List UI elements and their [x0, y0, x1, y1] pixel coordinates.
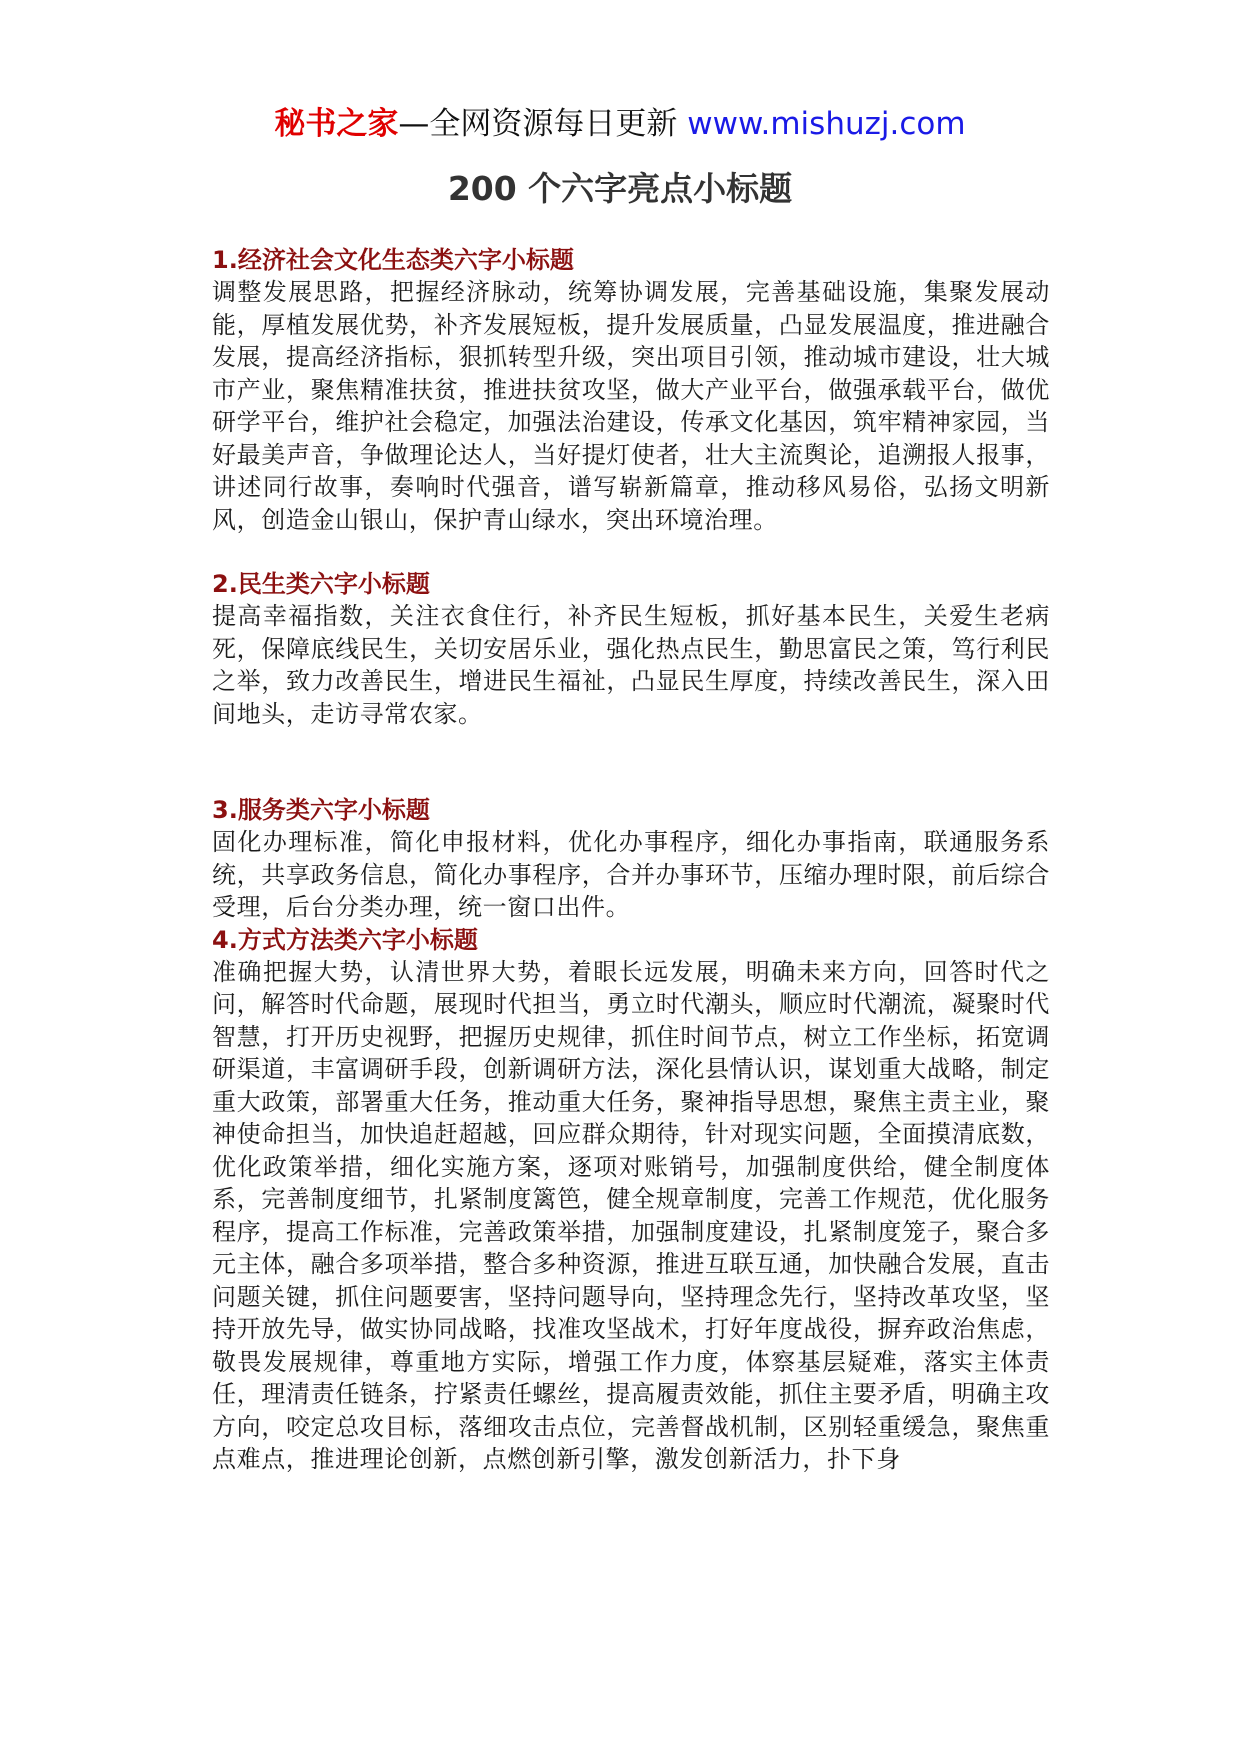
- brand-name: 秘书之家: [274, 106, 399, 142]
- document-content: [212, 244, 1050, 1476]
- section-body: 提高幸福指数，关注衣食住行，补齐民生短板，抓好基本民生，关爱生老病死，保障底线民生，关切安居乐业，强化热点民生，勤思富民之策，笃行利民之举，致力改善民生，增进民生福祉，凸显民生厚度，持续改善民生，深入田间地头，走访寻常农家。: [212, 602, 1050, 728]
- section-body: 调整发展思路，把握经济脉动，统筹协调发展，完善基础设施，集聚发展动能，厚植发展优势，补齐发展短板，提升发展质量，凸显发展温度，推进融合发展，提高经济指标，狠抓转型升级，突出项目引领，推动城市建设，壮大城市产业，聚焦精准扶贫，推进扶贫攻坚，做大产业平台，做强承载平台，做优研学平台，维护社会稳定，加强法治建设，传承文化基因，筑牢精神家园，当好最美声音，争做理论达人，当好提灯使者，壮大主流舆论，追溯报人报事，讲述同行故事，奏响时代强音，谱写崭新篇章，推动移风易俗，弘扬文明新风，创造金山银山，保护青山绿水，突出环境治理。: [212, 278, 1050, 534]
- section-livelihood: [212, 568, 1050, 730]
- section-economy: [212, 244, 1050, 536]
- section-methods: [212, 924, 1050, 1476]
- section-body: 准确把握大势，认清世界大势，着眼长远发展，明确未来方向，回答时代之问，解答时代命题，展现时代担当，勇立时代潮头，顺应时代潮流，凝聚时代智慧，打开历史视野，把握历史规律，抓住时间节点，树立工作坐标，拓宽调研渠道，丰富调研手段，创新调研方法，深化县情认识，谋划重大战略，制定重大政策，部署重大任务，推动重大任务，聚神指导思想，聚焦主责主业，聚神使命担当，加快追赶超越，回应群众期待，针对现实问题，全面摸清底数，优化政策举措，细化实施方案，逐项对账销号，加强制度供给，健全制度体系，完善制度细节，扎紧制度篱笆，健全规章制度，完善工作规范，优化服务程序，提高工作标准，完善政策举措，加强制度建设，扎紧制度笼子，聚合多元主体，融合多项举措，整合多种资源，推进互联互通，加快融合发展，直击问题关键，抓住问题要害，坚持问题导向，坚持理念先行，坚持改革攻坚，坚持开放先导，做实协同战略，找准攻坚战术，打好年度战役，摒弃政治焦虑，敬畏发展规律，尊重地方实际，增强工作力度，体察基层疑难，落实主体责任，理清责任链条，拧紧责任螺丝，提高履责效能，抓住主要矛盾，明确主攻方向，咬定总攻目标，落细攻击点位，完善督战机制，区别轻重缓急，聚焦重点难点，推进理论创新，点燃创新引擎，激发创新活力，扑下身: [212, 957, 1050, 1473]
- section-spacer: [212, 730, 1050, 794]
- section-spacer: [212, 536, 1050, 568]
- section-service: [212, 794, 1050, 924]
- section-heading: 3.服务类六字小标题: [212, 796, 430, 824]
- document-title: 200 个六字亮点小标题: [447, 169, 793, 208]
- section-body: 固化办理标准，简化申报材料，优化办事程序，细化办事指南，联通服务系统，共享政务信息，简化办事程序，合并办事环节，压缩办理时限，前后综合受理，后台分类办理，统一窗口出件。: [212, 828, 1050, 921]
- site-url-link[interactable]: www.mishuzj.com: [687, 106, 966, 142]
- section-heading: 4.方式方法类六字小标题: [212, 925, 478, 954]
- brand-slogan: —全网资源每日更新: [398, 106, 678, 142]
- section-heading: 1.经济社会文化生态类六字小标题: [212, 246, 574, 274]
- site-banner: [0, 102, 1240, 146]
- section-heading: 2.民生类六字小标题: [212, 570, 430, 598]
